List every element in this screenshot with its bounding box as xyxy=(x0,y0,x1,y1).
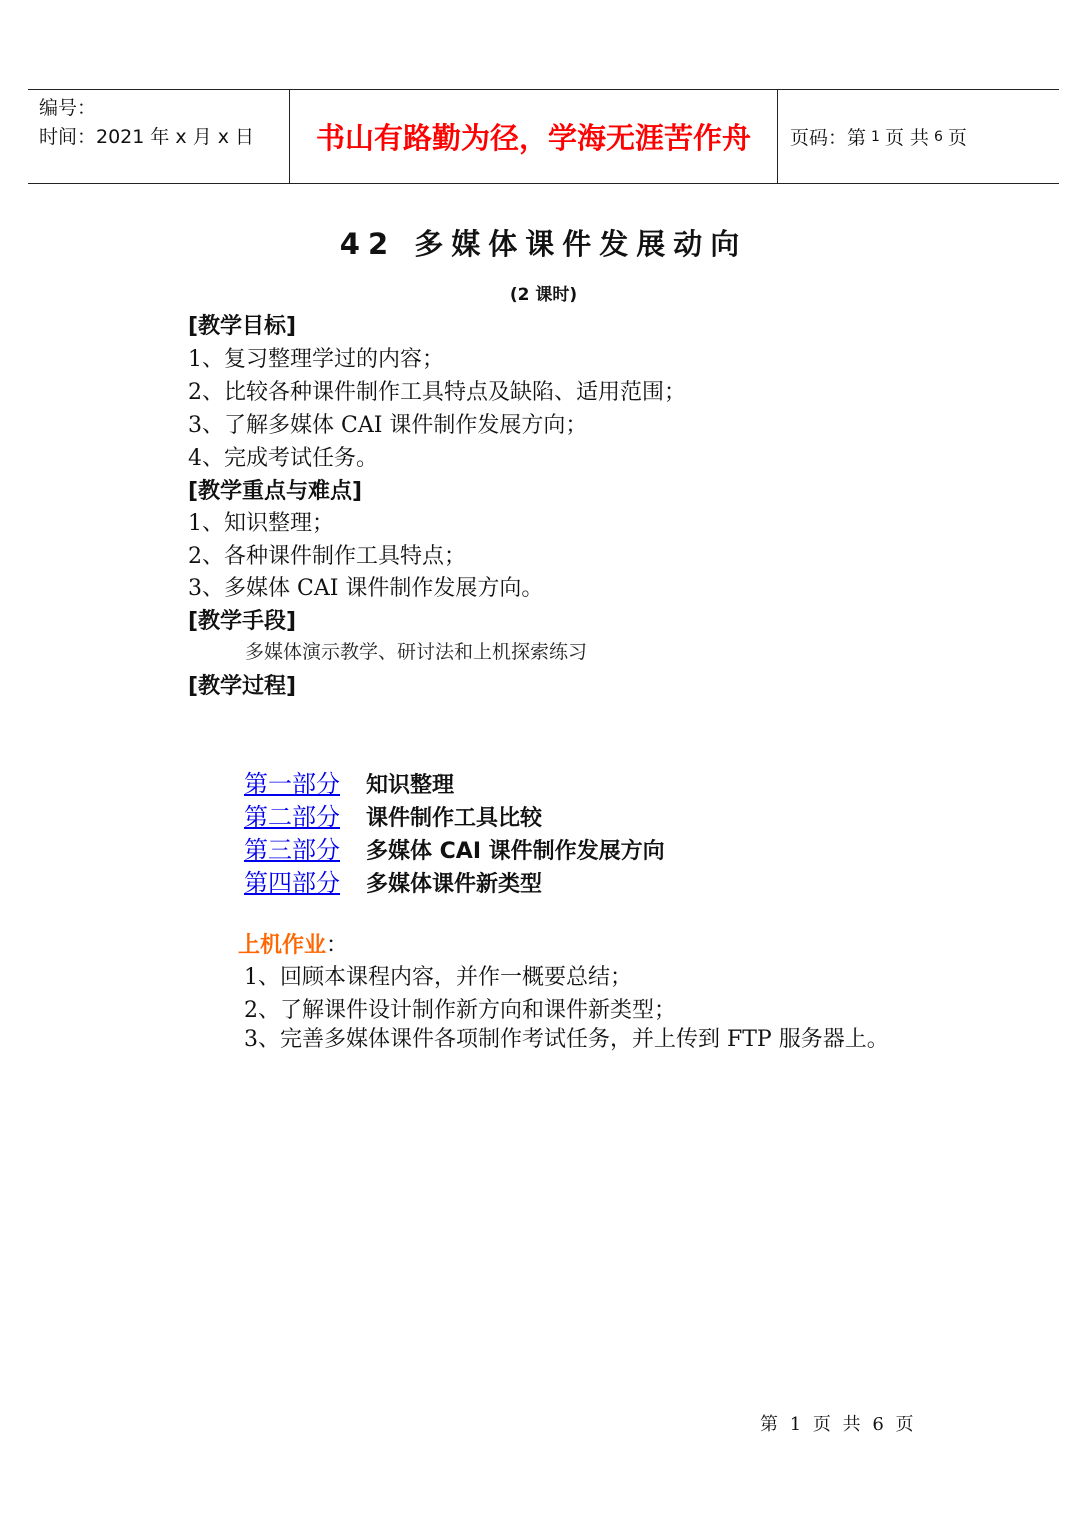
objective-item: 2、比较各种课件制作工具特点及缺陷、适用范围； xyxy=(188,380,686,405)
toc-title: 多媒体 CAI 课件制作发展方向 xyxy=(366,839,665,864)
toc-entry xyxy=(244,863,542,898)
toc-title: 多媒体课件新类型 xyxy=(366,872,543,897)
homework-item: 1、回顾本课程内容，并作一概要总结； xyxy=(244,965,632,990)
page-footer: 第 1 页 共 6 页 xyxy=(760,1414,917,1435)
homework-heading-colon: ： xyxy=(326,933,349,958)
means-text: 多媒体演示教学、研讨法和上机探索练习 xyxy=(245,641,588,663)
toc-entry xyxy=(244,830,665,865)
toc-link-part-4[interactable]: 第四部分 xyxy=(244,869,340,897)
objective-item: 4、完成考试任务。 xyxy=(188,446,378,471)
objective-item: 3、了解多媒体 CAI 课件制作发展方向； xyxy=(188,413,588,438)
page-total: 6 xyxy=(933,128,943,145)
homework-heading-text: 上机作业 xyxy=(238,933,327,958)
homework-item: 2、了解课件设计制作新方向和课件新类型； xyxy=(244,998,676,1023)
key-point-item: 3、多媒体 CAI 课件制作发展方向。 xyxy=(188,576,544,601)
toc-link-part-3[interactable]: 第三部分 xyxy=(244,836,340,864)
document-time: 时间：2021 年 x 月 x 日 xyxy=(39,126,255,148)
header-page-indicator xyxy=(778,90,1059,183)
page-prefix: 页码：第 xyxy=(790,127,867,149)
toc-link-part-2[interactable]: 第二部分 xyxy=(244,803,340,831)
page-current: 1 xyxy=(871,128,880,145)
header-motto: 书山有路勤为径，学海无涯苦作舟 xyxy=(290,90,778,183)
objectives-heading: [教学目标] xyxy=(188,314,297,339)
means-heading: [教学手段] xyxy=(188,609,297,634)
toc-entry xyxy=(244,764,454,799)
key-point-item: 2、各种课件制作工具特点； xyxy=(188,544,466,569)
page-header xyxy=(28,89,1059,184)
key-point-item: 1、知识整理； xyxy=(188,511,334,536)
document-number-label: 编号： xyxy=(39,97,97,119)
objective-item: 1、复习整理学过的内容； xyxy=(188,347,444,372)
header-meta xyxy=(28,90,290,183)
page-suffix: 页 xyxy=(947,127,967,149)
homework-item: 3、完善多媒体课件各项制作考试任务，并上传到 FTP 服务器上。 xyxy=(244,1027,889,1052)
key-points-heading: [教学重点与难点] xyxy=(188,479,363,504)
toc-title: 知识整理 xyxy=(366,773,455,798)
toc-title: 课件制作工具比较 xyxy=(366,806,543,831)
page-mid: 页 共 xyxy=(884,127,929,149)
document-title: 42 多媒体课件发展动向 xyxy=(339,227,748,261)
process-heading: [教学过程] xyxy=(188,674,297,699)
document-subtitle: (2 课时) xyxy=(509,285,578,305)
toc-link-part-1[interactable]: 第一部分 xyxy=(244,770,340,798)
homework-heading xyxy=(238,928,348,959)
toc-entry xyxy=(244,797,542,832)
